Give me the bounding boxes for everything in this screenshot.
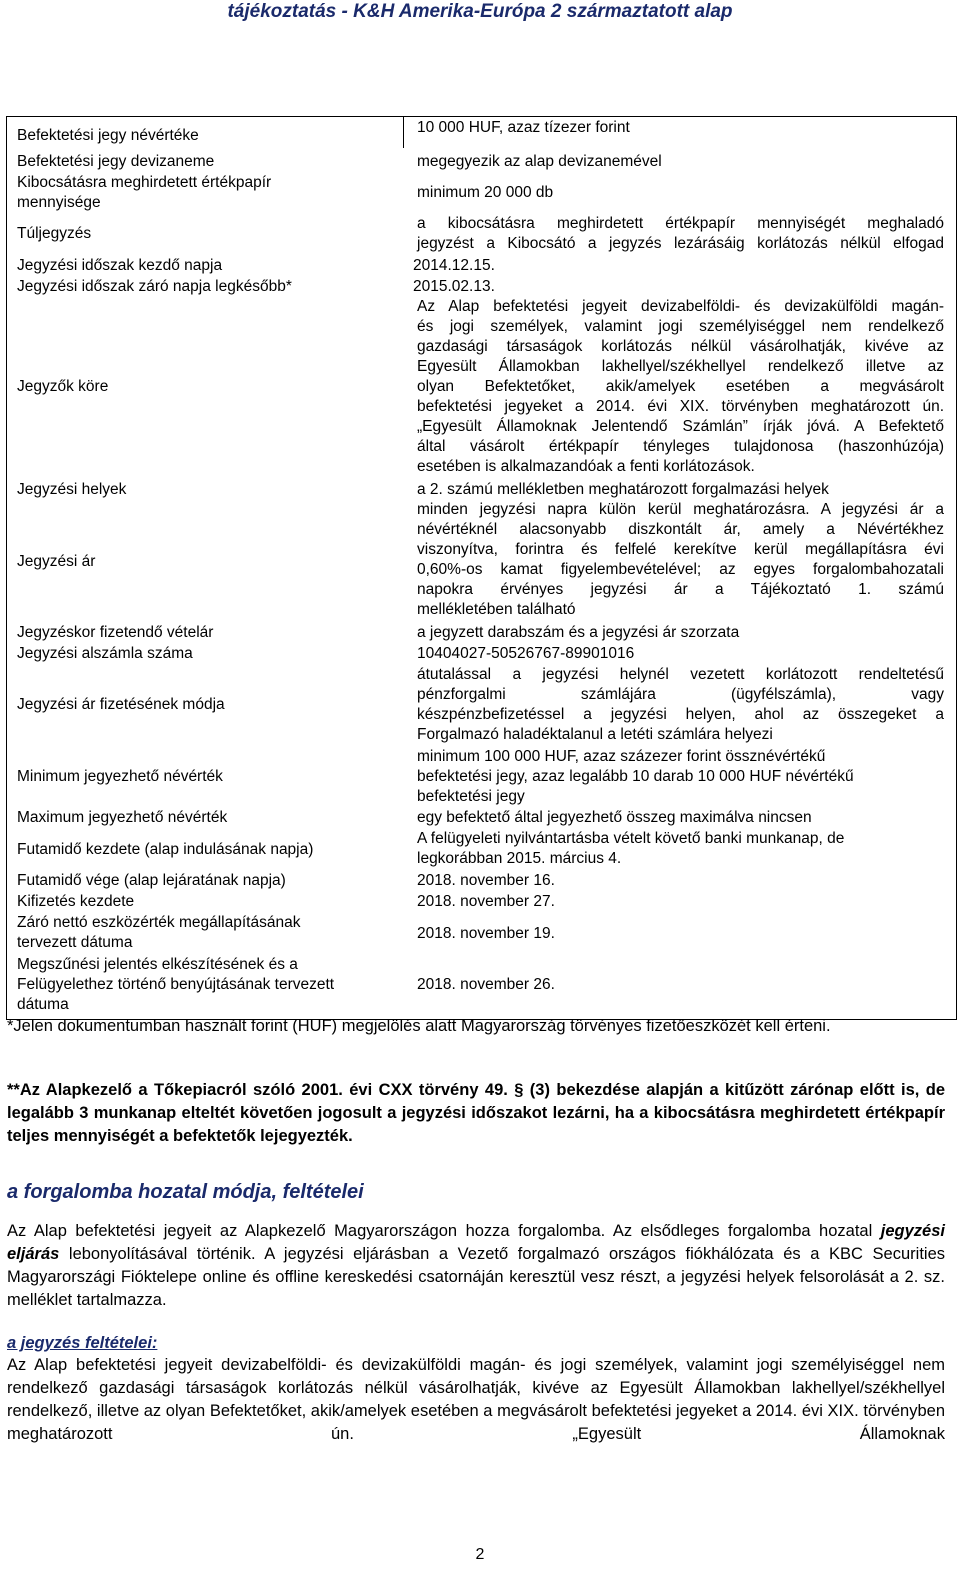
footnote-closing: **Az Alapkezelő a Tőkepiacról szóló 2001. évi CXX törvény 49. § (3) bekezdése alapján a kitűzött zárónap előtt is, de legalább 3 munkanap elteltét követően jogosult a jegyzési időszakot lezárni, ha a kibocsátásra meghirdetett értékpapír teljes mennyiségét a befektetők lejegyezték. [7, 1081, 945, 1145]
row-value: A felügyeleti nyilvántartásba vételt követő banki munkanap, de legkorábban 2015. március 4. [417, 830, 845, 867]
row-value: a 2. számú mellékletben meghatározott forgalmazási helyek [417, 481, 829, 498]
sub-title: a jegyzés feltételei: [7, 1334, 158, 1352]
row-label: Futamidő kezdete (alap indulásának napja) [17, 841, 314, 858]
row-value: 2018. november 26. [417, 976, 555, 993]
row-value: 2018. november 16. [417, 872, 555, 889]
row-label: Befektetési jegy névértéke [17, 127, 199, 144]
row-label: Jegyzési alszámla száma [17, 645, 193, 662]
row-value: minden jegyzési napra külön kerül meghatározásra. A jegyzési ár a névértéknél alacsonyabb diszkontált ár, amely a Névértékhez viszonyítva, forintra és felfelé kerekítve kerül megállapításra évi 0,60%-os kamat figyelembevételével; az egyes forgalombahozatali napokra érvényes jegyzési ár a Tájékoztató 1. számú mellékletében található [417, 501, 944, 618]
row-value: minimum 20 000 db [417, 184, 554, 201]
row-label: Jegyzők köre [17, 378, 109, 395]
row-value: 10 000 HUF, azaz tízezer forint [417, 119, 630, 136]
row-value: 2018. november 19. [417, 925, 555, 942]
row-value: a jegyzett darabszám és a jegyzési ár szorzata [417, 624, 740, 641]
section-title: a forgalomba hozatal módja, feltételei [7, 1181, 364, 1203]
row-value: a kibocsátásra meghirdetett értékpapír mennyiségét meghaladó jegyzést a Kibocsátó a jegyzés lezárásáig korlátozás nélkül elfogad [417, 215, 944, 252]
row-value: Az Alap befektetési jegyeit devizabelföldi- és devizakülföldi magán- és jogi személyek, valamint jogi személyiséggel nem rendelkező gazdasági társaságok korlátozás nélkül vásárolhatják, kivéve az Egyesült Államokban lakhellyel/székhellyel rendelkező illetve az olyan Befektetőket, akik/amelyek esetében a megvásárolt befektetési jegyeket a 2014. évi XIX. törvényben meghatározott ún. „Egyesült Államoknak Jelentendő Számlán” írják jóvá. A Befektető által vásárolt értékpapír tényleges tulajdonosa (haszonhúzója) esetében is alkalmazandóak a fenti korlátozások. [417, 298, 944, 475]
row-value: 2018. november 27. [417, 893, 555, 910]
page-number: 2 [475, 1546, 485, 1563]
sub-paragraph: Az Alap befektetési jegyeit devizabelföldi- és devizakülföldi magán- és jogi személyek, valamint jogi személyiséggel nem rendelkező gazdasági társaságok korlátozás nélkül vásárolhatják, kivéve az Egyesült Államokban lakhellyel/székhellyel rendelkező, illetve az olyan Befektetőket, akik/amelyek esetében a megvásárolt befektetési jegyeket a 2014. évi XIX. törvényben meghatározott ún. „Egyesült Államoknak [7, 1356, 945, 1443]
row-label: Jegyzési időszak kezdő napja [17, 257, 223, 274]
table-divider [403, 116, 404, 148]
row-value: egy befektető által jegyezhető összeg maximálva nincsen [417, 809, 812, 826]
row-value: megegyezik az alap devizanemével [417, 153, 662, 170]
row-label: Záró nettó eszközérték megállapításának tervezett dátuma [17, 914, 301, 951]
row-value: 2015.02.13. [413, 278, 495, 295]
row-value: átutalással a jegyzési helynél vezetett korlátozott rendeltetésű pénzforgalmi számlájára (ügyfélszámla), vagy készpénzbefizetéssel a jegyzési helyen, ahol az összegeket a Forgalmazó haladéktalanul a letéti számlára helyezi [417, 666, 944, 743]
page-header: tájékoztatás - K&H Amerika-Európa 2 származtatott alap [227, 1, 733, 22]
row-label: Jegyzési ár [17, 553, 96, 570]
row-label: Minimum jegyezhető névérték [17, 768, 223, 785]
row-label: Maximum jegyezhető névérték [17, 809, 228, 826]
row-label: Jegyzési ár fizetésének módja [17, 696, 225, 713]
row-label: Jegyzéskor fizetendő vételár [17, 624, 214, 641]
footnote-huf: *Jelen dokumentumban használt forint (HUF) megjelölés alatt Magyarország törvényes fizetőeszközét kell érteni. [7, 1017, 831, 1035]
row-label: Jegyzési időszak záró napja legkésőbb* [17, 278, 292, 295]
row-label: Megszűnési jelentés elkészítésének és a Felügyelethez történő benyújtásának tervezett dátuma [17, 956, 335, 1013]
row-value: 10404027-50526767-89901016 [417, 645, 635, 662]
row-label: Kifizetés kezdete [17, 893, 135, 910]
section-paragraph: Az Alap befektetési jegyeit az Alapkezelő Magyarországon hozza forgalomba. Az elsődleges forgalomba hozatal jegyzési eljárás lebonyolításával történik. A jegyzési eljárásban a Vezető forgalmazó országos fiókhálózata és a KBC Securities Magyarországi Fióktelepe online és offline kereskedési csatornáján keresztül vesz részt, a jegyzési helyek felsorolását a 2. sz. melléklet tartalmazza. [7, 1222, 945, 1309]
row-value: 2014.12.15. [413, 257, 495, 274]
row-label: Jegyzési helyek [17, 481, 127, 498]
row-label: Futamidő vége (alap lejáratának napja) [17, 872, 286, 889]
row-value: minimum 100 000 HUF, azaz százezer forint össznévértékű befektetési jegy, azaz legalább 10 darab 10 000 HUF névértékű befektetési jegy [417, 748, 854, 805]
row-label: Túljegyzés [17, 225, 92, 242]
row-label: Befektetési jegy devizaneme [17, 153, 215, 170]
row-label: Kibocsátásra meghirdetett értékpapír mennyisége [17, 174, 272, 211]
